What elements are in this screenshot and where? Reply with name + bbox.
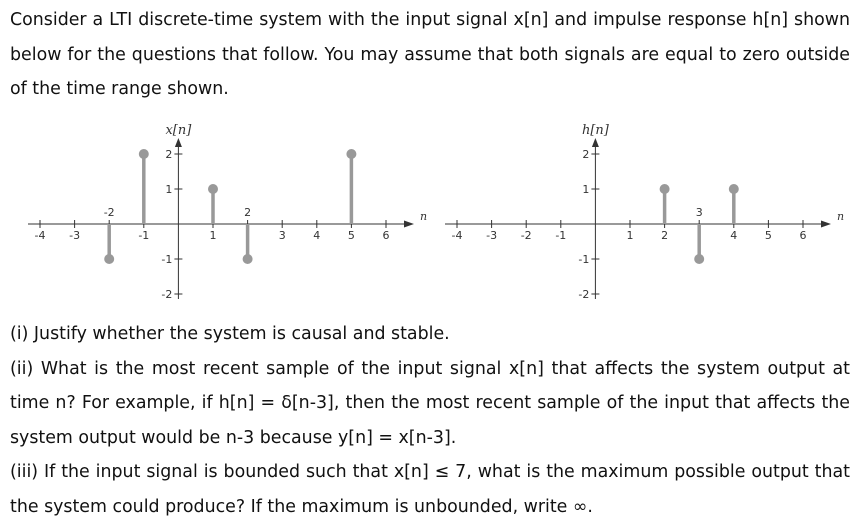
plot-title: h[n] xyxy=(581,123,609,138)
x-tick-label: 6 xyxy=(382,229,390,242)
stem-marker xyxy=(660,184,670,194)
stem-marker xyxy=(346,149,356,159)
x-signal-plot xyxy=(22,112,432,312)
y-tick-label: -2 xyxy=(578,288,590,301)
stem-marker xyxy=(139,149,149,159)
stem-label: 3 xyxy=(695,206,703,219)
x-tick-label: -2 xyxy=(520,229,532,242)
x-tick-label: 5 xyxy=(764,229,772,242)
plot-title: x[n] xyxy=(165,123,192,138)
x-tick-label: 6 xyxy=(799,229,807,242)
question-1: (i) Justify whether the system is causal and stable. xyxy=(10,324,450,344)
y-tick-label: -2 xyxy=(161,288,173,301)
stem-marker xyxy=(243,254,253,264)
x-axis-label: n xyxy=(420,210,428,223)
h-signal-plot xyxy=(440,112,860,312)
stem-marker xyxy=(729,184,739,194)
x-stem-plot-svg xyxy=(22,112,432,312)
y-axis-arrow-icon xyxy=(592,138,599,147)
stem-label: 2 xyxy=(244,206,252,219)
y-tick-label: 1 xyxy=(165,183,173,196)
x-tick-label: -4 xyxy=(34,229,46,242)
question-3: (iii) If the input signal is bounded such that x[n] ≤ 7, what is the maximum possible output that the system could produce? If the maximum is unbounded, write ∞. xyxy=(10,462,850,517)
stem-label: -2 xyxy=(103,206,115,219)
x-axis-label: n xyxy=(837,210,845,223)
y-tick-label: -1 xyxy=(161,253,173,266)
x-tick-label: -1 xyxy=(555,229,567,242)
stem-marker xyxy=(208,184,218,194)
y-tick-label: 1 xyxy=(582,183,590,196)
x-tick-label: 3 xyxy=(278,229,286,242)
y-tick-label: -1 xyxy=(578,253,590,266)
x-tick-label: 4 xyxy=(313,229,321,242)
x-tick-label: 1 xyxy=(626,229,634,242)
y-tick-label: 2 xyxy=(582,148,590,161)
x-tick-label: 4 xyxy=(730,229,738,242)
x-axis-arrow-icon xyxy=(821,221,831,228)
y-axis-arrow-icon xyxy=(175,138,182,147)
stem-marker xyxy=(694,254,704,264)
x-tick-label: -1 xyxy=(138,229,150,242)
h-stem-plot-svg xyxy=(440,112,860,312)
question-list xyxy=(10,317,850,524)
question-2: (ii) What is the most recent sample of the input signal x[n] that affects the system output at time n? For example, if h[n] = δ[n-3], then the most recent sample of the input that affects the system output would be n-3 because y[n] = x[n-3]. xyxy=(10,358,850,448)
intro-paragraph: Consider a LTI discrete-time system with the input signal x[n] and impulse response h[n] shown below for the questions that follow. You may assume that both signals are equal to zero outside of the time range shown. xyxy=(10,10,850,99)
stem-marker xyxy=(104,254,114,264)
x-tick-label: 1 xyxy=(209,229,217,242)
x-tick-label: 2 xyxy=(661,229,669,242)
x-tick-label: -3 xyxy=(69,229,81,242)
x-axis-arrow-icon xyxy=(404,221,414,228)
y-tick-label: 2 xyxy=(165,148,173,161)
x-tick-label: 5 xyxy=(347,229,355,242)
x-tick-label: -3 xyxy=(486,229,498,242)
x-tick-label: -4 xyxy=(451,229,463,242)
